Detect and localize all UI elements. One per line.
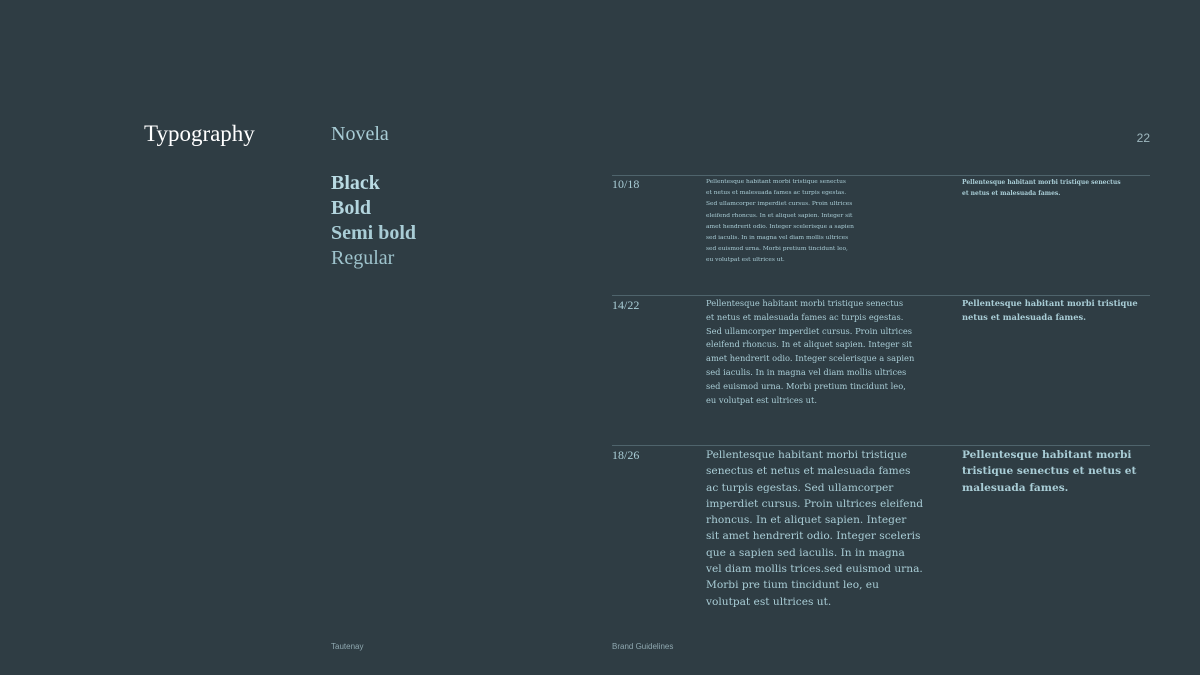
weight-black: Black — [331, 172, 380, 194]
body-line: Pellentesque habitant morbi tristique senectus — [706, 179, 846, 185]
body-line: Sed ullamcorper imperdiet cursus. Proin ultrices — [706, 201, 853, 208]
specimen-size-label: 18/26 — [612, 448, 640, 462]
body-line: ac turpis egestas. Sed ullamcorper — [706, 481, 894, 494]
bold-line: Pellentesque habitant morbi tristique — [962, 298, 1138, 308]
page-title: Typography — [144, 121, 255, 146]
body-line: eu volutpat est ultrices ut. — [706, 257, 785, 264]
body-line: Pellentesque habitant morbi tristique — [706, 449, 908, 461]
weight-bold: Bold — [331, 197, 372, 219]
specimen-bold-text — [962, 177, 1121, 199]
specimen-bold-text — [962, 447, 1136, 496]
font-weights-list — [331, 171, 416, 271]
body-line: rhoncus. In et aliquet sapien. Integer — [706, 514, 907, 527]
specimen-body-text — [706, 297, 914, 407]
specimen-row-18-26 — [612, 445, 1150, 616]
specimen-bold-text — [962, 297, 1138, 325]
bold-line: et netus et malesuada fames. — [962, 190, 1061, 198]
body-line: Sed ullamcorper imperdiet cursus. Proin ultrices — [706, 325, 913, 336]
body-line: imperdiet cursus. Proin ultrices eleifend — [706, 497, 924, 510]
specimen-size-label: 10/18 — [612, 177, 640, 191]
body-line: sed euismod urna. Morbi pretium tincidunt leo, — [706, 246, 848, 253]
specimen-body-text — [706, 447, 923, 610]
bold-line: Pellentesque habitant morbi tristique senectus — [962, 179, 1121, 186]
bold-line: malesuada fames. — [962, 481, 1069, 494]
body-line: Morbi pre tium tincidunt leo, eu — [706, 579, 879, 592]
font-name: Novela — [331, 123, 389, 145]
weight-semi-bold: Semi bold — [331, 222, 417, 244]
body-line: amet hendrerit odio. Integer scelerisque a sapien — [706, 223, 854, 230]
footer-brand-name: Tautenay — [331, 642, 364, 651]
body-line: eu volutpat est ultrices ut. — [706, 394, 817, 405]
specimen-size-label: 14/22 — [612, 298, 640, 312]
body-line: vel diam mollis trices.sed euismod urna. — [706, 563, 923, 576]
body-line: eleifend rhoncus. In et aliquet sapien. Integer sit — [706, 339, 913, 350]
body-line: sed iaculis. In in magna vel diam mollis ultrices — [706, 366, 907, 377]
body-line: sed euismod urna. Morbi pretium tincidunt leo, — [706, 380, 906, 391]
body-line: et netus et malesuada fames ac turpis egestas. — [706, 190, 847, 197]
bold-line: netus et malesuada fames. — [962, 311, 1087, 322]
body-line: sed iaculis. In in magna vel diam mollis ultrices — [706, 235, 849, 242]
body-line: et netus et malesuada fames ac turpis egestas. — [706, 311, 904, 322]
body-line: Pellentesque habitant morbi tristique senectus — [706, 298, 904, 308]
footer-document-title: Brand Guidelines — [612, 642, 674, 651]
body-line: amet hendrerit odio. Integer scelerisque a sapien — [706, 353, 915, 364]
body-line: sit amet hendrerit odio. Integer sceleris — [706, 530, 921, 543]
specimen-row-14-22 — [612, 295, 1150, 436]
body-line: senectus et netus et malesuada fames — [706, 465, 911, 478]
specimen-body-text — [706, 177, 854, 267]
weight-regular: Regular — [331, 247, 395, 269]
body-line: eleifend rhoncus. In et aliquet sapien. Integer sit — [706, 212, 853, 219]
specimen-row-10-18 — [612, 175, 1150, 286]
body-line: que a sapien sed iaculis. In in magna — [706, 546, 905, 559]
page-number: 22 — [1136, 131, 1150, 145]
bold-line: tristique senectus et netus et — [962, 465, 1137, 478]
bold-line: Pellentesque habitant morbi — [962, 449, 1132, 461]
body-line: volutpat est ultrices ut. — [706, 595, 832, 608]
